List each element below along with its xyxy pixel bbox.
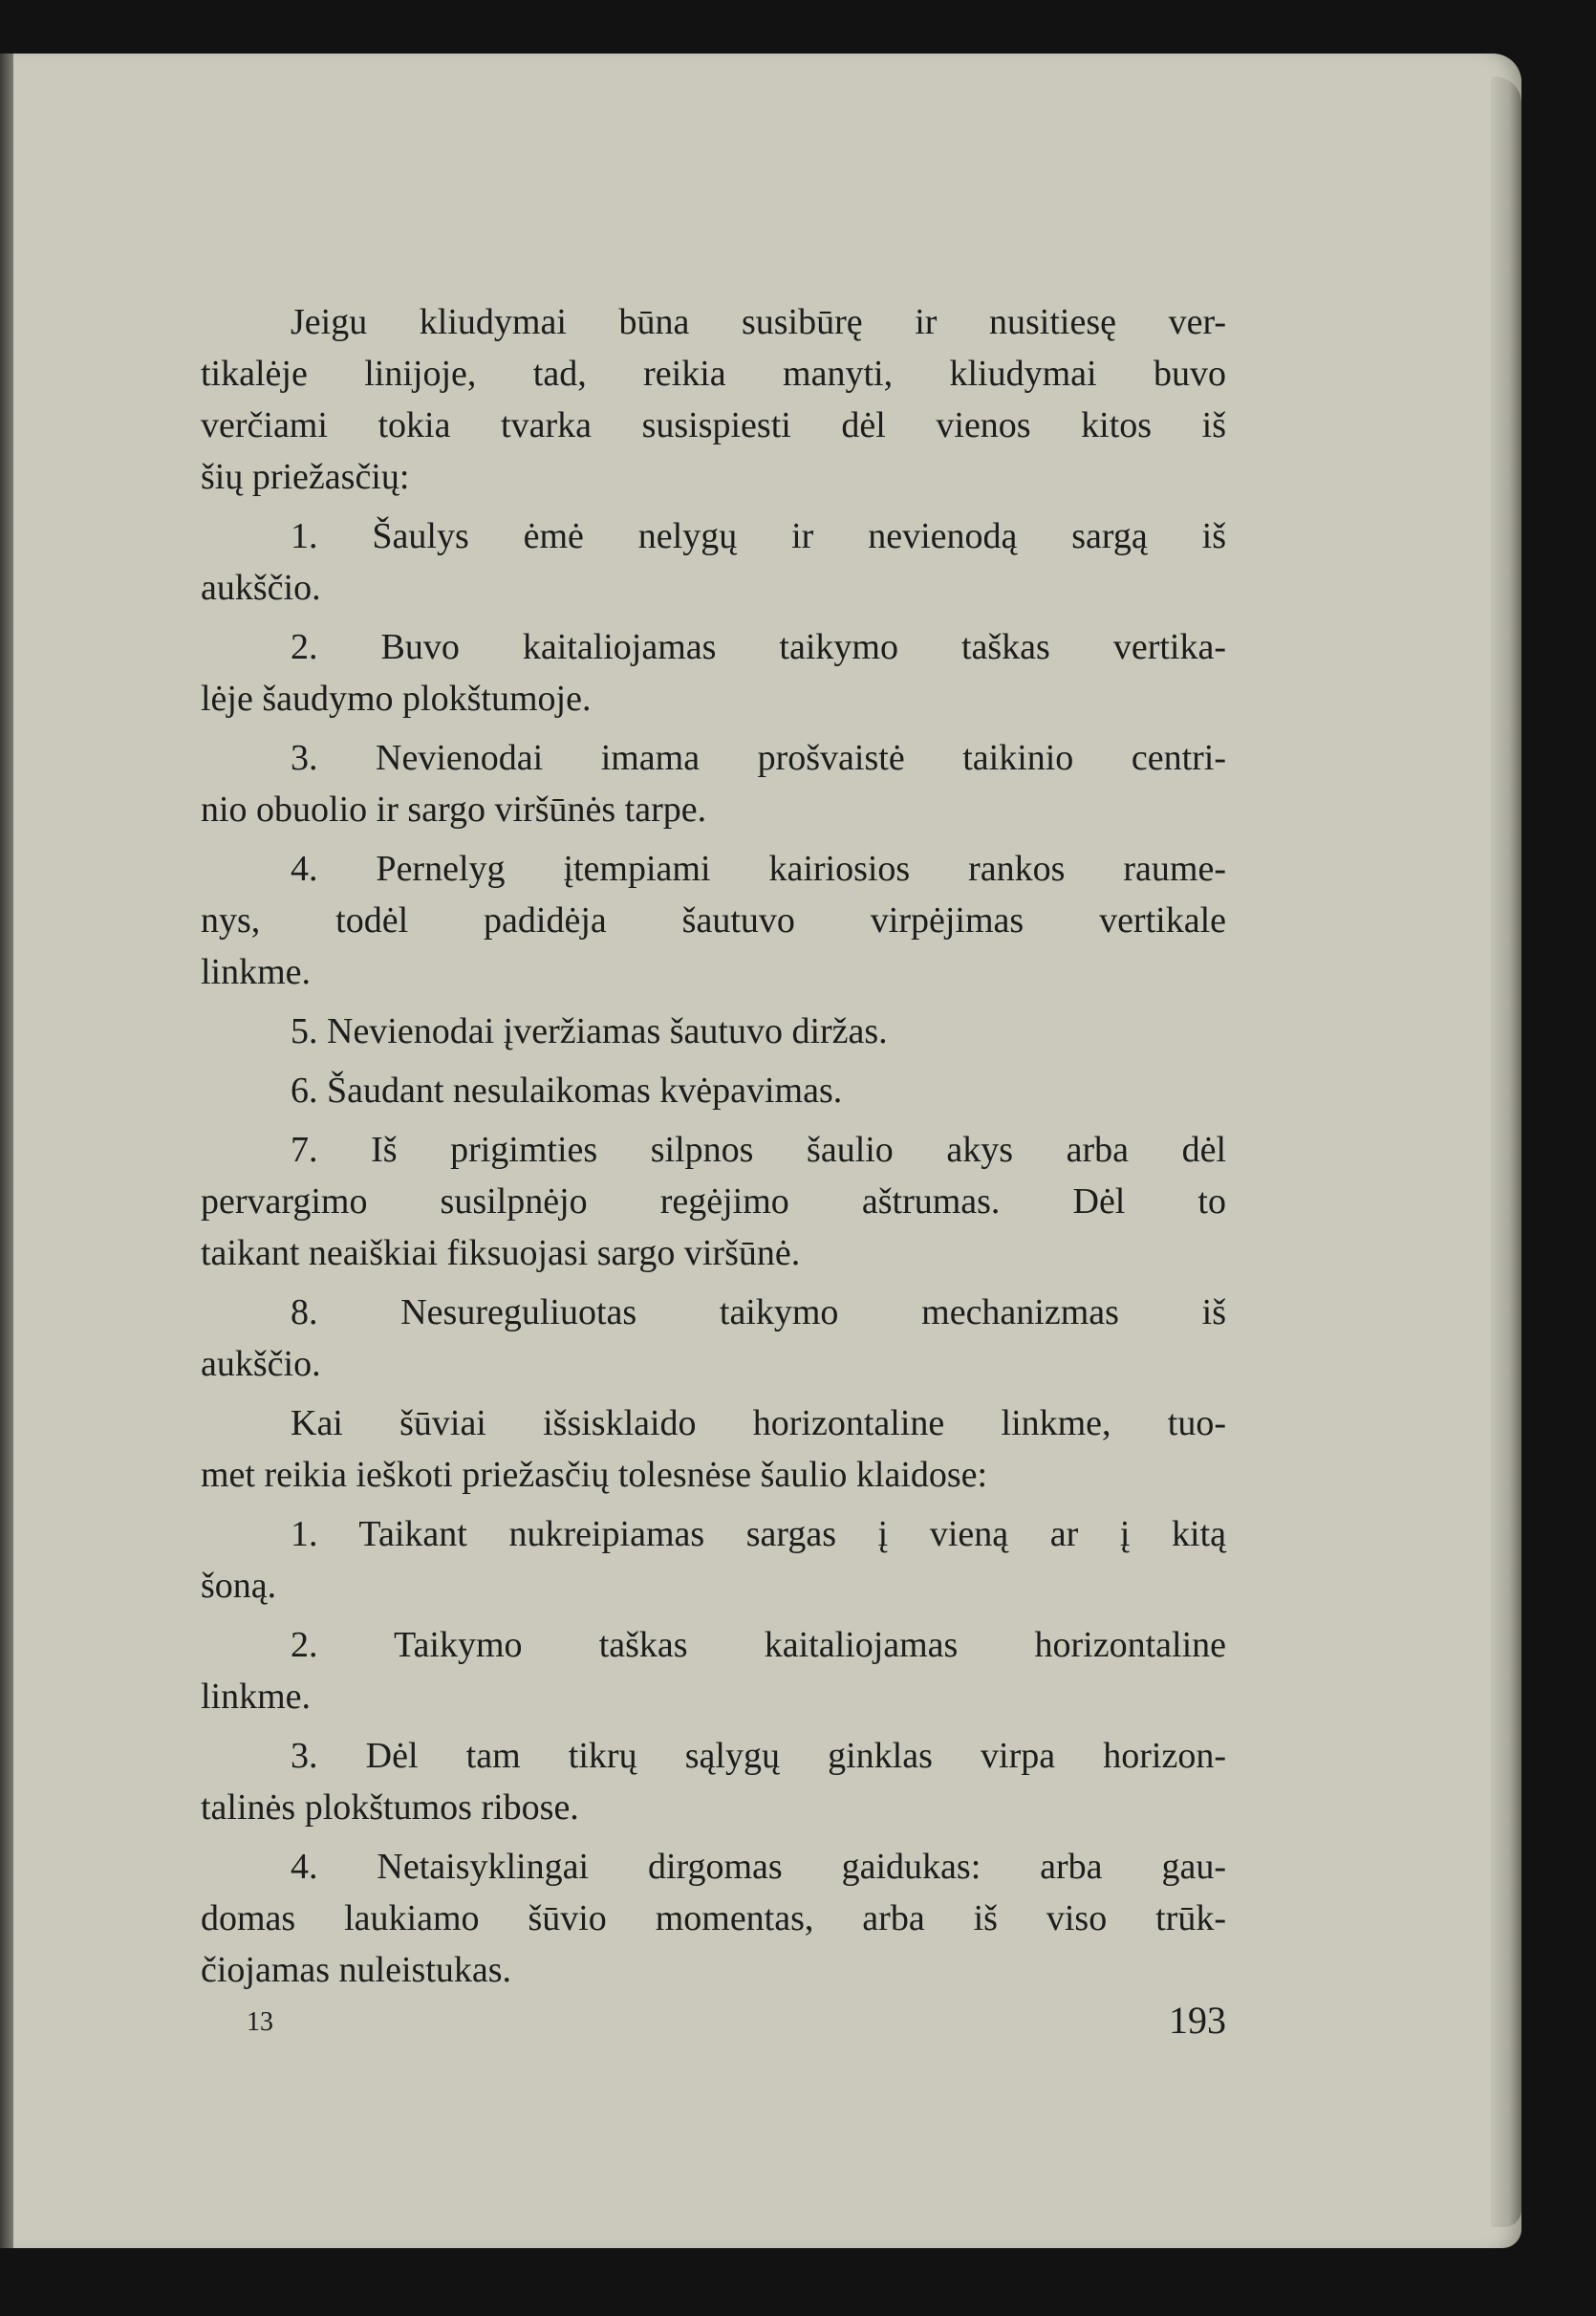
text-line: 6. Šaudant nesulaikomas kvėpavimas. xyxy=(291,1071,843,1111)
text-line: 3. Nevienodai imama prošvaistė taikinio centri- xyxy=(291,738,1226,778)
paragraph xyxy=(201,1508,1226,1612)
text-line: Kai šūviai išsisklaido horizontaline linkme, tuo- xyxy=(291,1403,1226,1443)
text-line: taikant neaiškiai fiksuojasi sargo viršūnė. xyxy=(201,1233,801,1273)
text-line: 1. Šaulys ėmė nelygų ir nevienodą sargą iš xyxy=(291,516,1226,556)
paragraph xyxy=(201,510,1226,614)
text-line: talinės plokštumos ribose. xyxy=(201,1787,579,1828)
text-line: čiojamas nuleistukas. xyxy=(201,1950,512,1990)
page-number: 193 xyxy=(1169,1999,1226,2042)
text-line: 5. Nevienodai įveržiamas šautuvo diržas. xyxy=(291,1011,888,1051)
text-line: aukščio. xyxy=(201,568,321,608)
text-line: 8. Nesureguliuotas taikymo mechanizmas iš xyxy=(291,1292,1226,1332)
text-line: 4. Netaisyklingai dirgomas gaidukas: arba gau- xyxy=(291,1847,1226,1887)
paragraph xyxy=(201,1619,1226,1722)
text-line: pervargimo susilpnėjo regėjimo aštrumas. Dėl to xyxy=(201,1181,1226,1222)
paragraph xyxy=(201,296,1226,503)
text-line: 2. Buvo kaitaliojamas taikymo taškas vertika- xyxy=(291,627,1226,667)
text-line: linkme. xyxy=(201,1677,312,1717)
text-line: tikalėje linijoje, tad, reikia manyti, kliudymai buvo xyxy=(201,354,1226,394)
signature-mark: 13 xyxy=(247,2007,273,2037)
text-line: verčiami tokia tvarka susispiesti dėl vienos kitos iš xyxy=(201,405,1226,445)
paragraph xyxy=(201,1287,1226,1390)
paragraph xyxy=(201,843,1226,998)
text-line: 2. Taikymo taškas kaitaliojamas horizontaline xyxy=(291,1625,1226,1665)
text-line: 3. Dėl tam tikrų sąlygų ginklas virpa horizon- xyxy=(291,1736,1226,1776)
paragraph xyxy=(201,1124,1226,1279)
text-line: šoną. xyxy=(201,1566,277,1606)
paragraph xyxy=(201,732,1226,835)
text-line: šių priežasčių: xyxy=(201,457,410,497)
paragraph xyxy=(201,1841,1226,1996)
page-edge xyxy=(1491,76,1521,2227)
text-line: aukščio. xyxy=(201,1344,321,1384)
text-line: 7. Iš prigimties silpnos šaulio akys arba dėl xyxy=(291,1130,1226,1170)
paragraph xyxy=(201,1730,1226,1833)
paragraph xyxy=(201,1397,1226,1501)
paragraph xyxy=(201,1065,1226,1116)
paragraph xyxy=(201,1006,1226,1057)
text-line: lėje šaudymo plokštumoje. xyxy=(201,679,592,719)
text-line: nys, todėl padidėja šautuvo virpėjimas vertikale xyxy=(201,900,1226,941)
text-line: met reikia ieškoti priežasčių tolesnėse šaulio klaidose: xyxy=(201,1455,988,1495)
text-line: linkme. xyxy=(201,952,312,992)
paragraph xyxy=(201,621,1226,725)
page-body-text xyxy=(201,296,1226,2003)
text-line: 1. Taikant nukreipiamas sargas į vieną ar į kitą xyxy=(291,1514,1226,1554)
book-spine-edge xyxy=(0,54,13,2248)
text-line: domas laukiamo šūvio momentas, arba iš viso trūk- xyxy=(201,1898,1226,1938)
text-line: nio obuolio ir sargo viršūnės tarpe. xyxy=(201,790,707,830)
text-line: Jeigu kliudymai būna susibūrę ir nusitiesę ver- xyxy=(291,302,1226,342)
text-line: 4. Pernelyg įtempiami kairiosios rankos raume- xyxy=(291,849,1226,889)
